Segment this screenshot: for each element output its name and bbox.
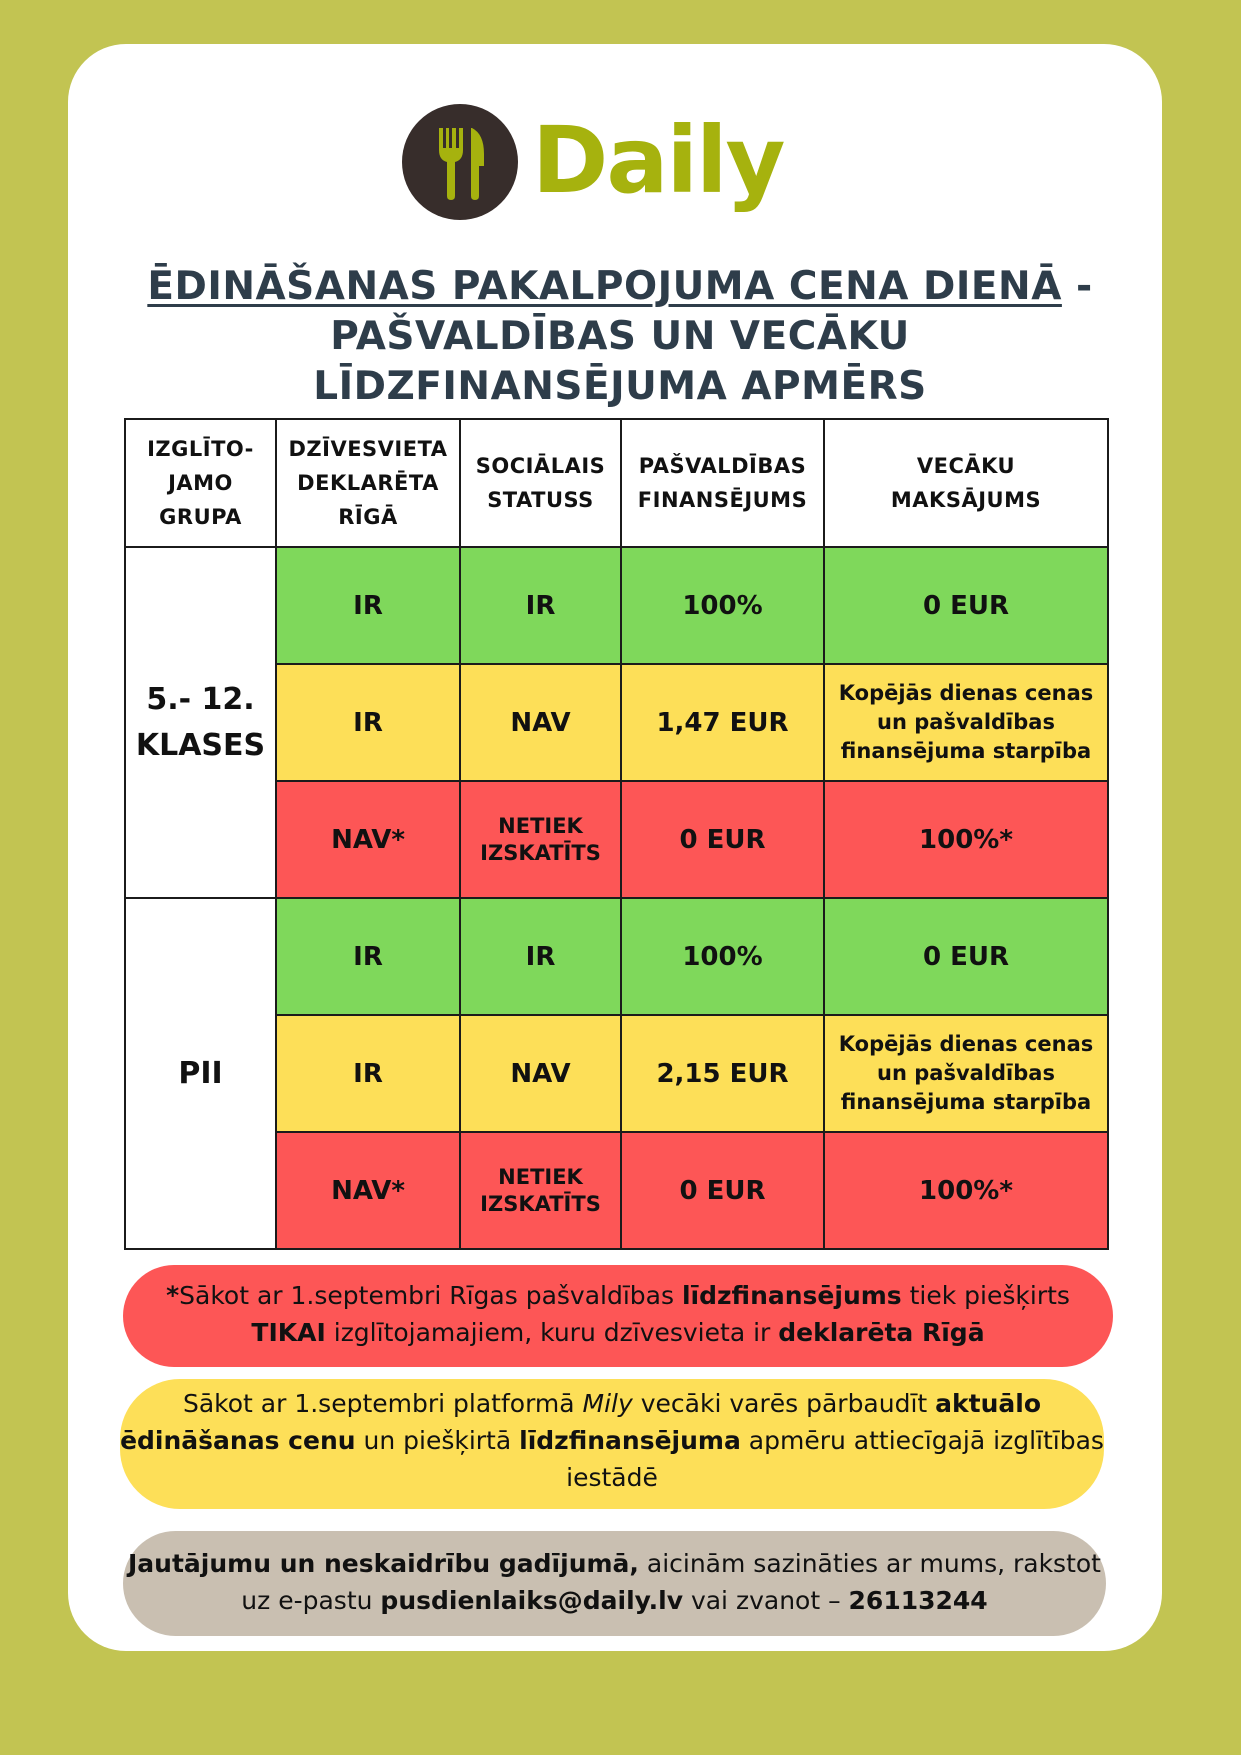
mily-notice xyxy=(120,1379,1104,1509)
status-cell: NAV xyxy=(460,664,621,781)
funding-cell: 1,47 EUR xyxy=(621,664,824,781)
payment-cell: Kopējās dienas cenas un pašvaldības finansējuma starpība xyxy=(824,1015,1108,1132)
title-line-3: LĪDZFINANSĒJUMA APMĒRS xyxy=(313,364,927,409)
status-cell: IR xyxy=(460,547,621,664)
funding-cell: 0 EUR xyxy=(621,1132,824,1249)
payment-cell: Kopējās dienas cenas un pašvaldības finansējuma starpība xyxy=(824,664,1108,781)
footnote-star: * xyxy=(166,1281,180,1310)
notice-line-1 xyxy=(123,1545,1106,1582)
notice-bold: ēdināšanas cenu xyxy=(120,1426,356,1455)
table-row xyxy=(125,547,1108,664)
residence-cell: IR xyxy=(276,547,460,664)
notice-line-2 xyxy=(123,1582,1106,1619)
status-cell: NAV xyxy=(460,1015,621,1132)
notice-text: izglītojamajiem, kuru dzīvesvieta ir xyxy=(325,1318,779,1347)
notice-bold: līdzfinansējuma xyxy=(519,1426,741,1455)
notice-text: vai zvanot – xyxy=(683,1586,849,1615)
notice-line-1 xyxy=(123,1277,1113,1314)
payment-cell: 100%* xyxy=(824,781,1108,898)
phone-number[interactable]: 26113244 xyxy=(848,1586,988,1615)
notice-text: un piešķirtā xyxy=(355,1426,520,1455)
group-label: 5.- 12. KLASES xyxy=(125,547,276,898)
notice-line-3: iestādē xyxy=(566,1463,658,1492)
residence-cell: IR xyxy=(276,898,460,1015)
header-funding: PAŠVALDĪBAS FINANSĒJUMS xyxy=(621,419,824,547)
payment-cell: 100%* xyxy=(824,1132,1108,1249)
page-title xyxy=(120,262,1120,412)
logo-wordmark: Daily xyxy=(532,107,784,214)
contact-notice xyxy=(123,1531,1106,1636)
header-status: SOCIĀLAIS STATUSS xyxy=(460,419,621,547)
cofunding-notice xyxy=(123,1265,1113,1367)
email-link[interactable]: pusdienlaiks@daily.lv xyxy=(380,1586,683,1615)
notice-text: tiek piešķirts xyxy=(901,1281,1070,1310)
notice-text: Sākot ar 1.septembri Rīgas pašvaldības xyxy=(179,1281,682,1310)
notice-text: aicinām sazināties ar mums, rakstot xyxy=(638,1549,1101,1578)
notice-text: Sākot ar 1.septembri platformā xyxy=(182,1389,583,1418)
status-cell: IR xyxy=(460,898,621,1015)
notice-text: vecāki varēs pārbaudīt xyxy=(632,1389,936,1418)
notice-line-2 xyxy=(120,1422,1104,1459)
notice-bold: līdzfinansējums xyxy=(681,1281,902,1310)
notice-line-1 xyxy=(120,1385,1104,1422)
header-payment: VECĀKU MAKSĀJUMS xyxy=(824,419,1108,547)
status-cell: NETIEK IZSKATĪTS xyxy=(460,781,621,898)
price-table xyxy=(124,418,1109,1250)
notice-bold: TIKAI xyxy=(251,1318,326,1347)
header-row xyxy=(125,419,1108,547)
title-underlined: ĒDINĀŠANAS PAKALPOJUMA CENA DIENĀ xyxy=(147,264,1062,309)
funding-cell: 0 EUR xyxy=(621,781,824,898)
funding-cell: 100% xyxy=(621,547,824,664)
fork-knife-icon xyxy=(402,104,518,220)
logo-circle xyxy=(402,104,518,220)
title-dash: - xyxy=(1061,264,1093,309)
notice-text: uz e-pastu xyxy=(241,1586,381,1615)
notice-line-2 xyxy=(123,1314,1113,1351)
funding-cell: 100% xyxy=(621,898,824,1015)
residence-cell: IR xyxy=(276,664,460,781)
notice-text: apmēru attiecīgajā izglītības xyxy=(740,1426,1104,1455)
funding-cell: 2,15 EUR xyxy=(621,1015,824,1132)
group-label: PII xyxy=(125,898,276,1249)
table-row xyxy=(125,898,1108,1015)
payment-cell: 0 EUR xyxy=(824,547,1108,664)
notice-bold: Jautājumu un neskaidrību gadījumā, xyxy=(128,1549,639,1578)
residence-cell: IR xyxy=(276,1015,460,1132)
platform-name: Mily xyxy=(582,1389,633,1418)
title-line-2: PAŠVALDĪBAS UN VECĀKU xyxy=(330,314,910,359)
daily-logo xyxy=(402,104,822,236)
header-group: IZGLĪTO- JAMO GRUPA xyxy=(125,419,276,547)
status-cell: NETIEK IZSKATĪTS xyxy=(460,1132,621,1249)
notice-bold: deklarēta Rīgā xyxy=(778,1318,985,1347)
residence-cell: NAV* xyxy=(276,1132,460,1249)
notice-bold: aktuālo xyxy=(935,1389,1042,1418)
residence-cell: NAV* xyxy=(276,781,460,898)
title-line-1 xyxy=(120,262,1120,312)
header-residence: DZĪVESVIETA DEKLARĒTA RĪGĀ xyxy=(276,419,460,547)
payment-cell: 0 EUR xyxy=(824,898,1108,1015)
